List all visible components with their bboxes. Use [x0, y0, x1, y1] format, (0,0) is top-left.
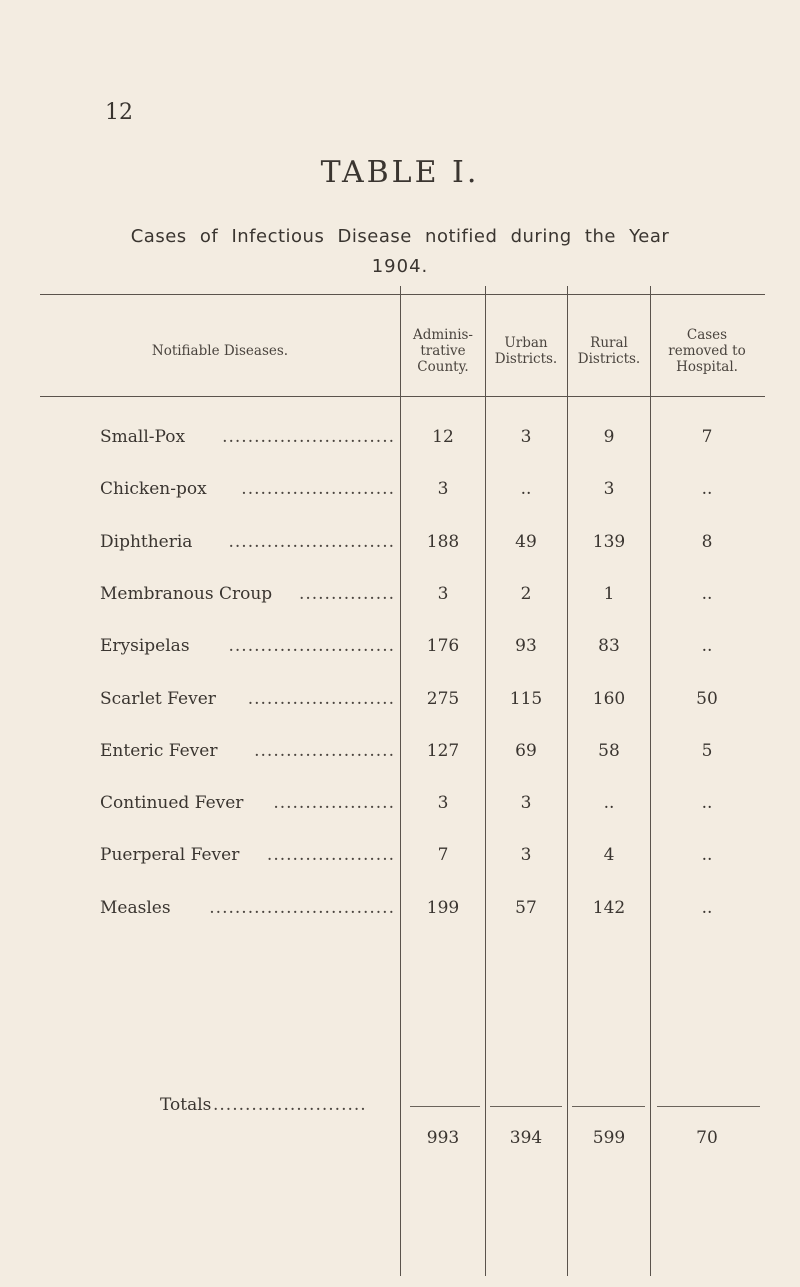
cell-urban: 115	[509, 688, 543, 709]
cell-admin: 3	[437, 583, 449, 604]
row-label: Continued Fever	[100, 793, 244, 814]
header-line: County.	[417, 359, 469, 375]
row-label: Diphtheria	[100, 531, 193, 552]
cell-hospital: 7	[701, 427, 713, 447]
total-hospital: 70	[696, 1128, 718, 1148]
dot-leader: ...........................	[222, 427, 395, 447]
table-year: 1904.	[371, 256, 429, 277]
totals-rule	[490, 1106, 562, 1107]
cell-admin: 7	[437, 845, 449, 866]
cell-admin: 3	[437, 793, 449, 814]
row-label: Erysipelas	[100, 636, 190, 657]
cell-rural: 58	[598, 740, 620, 761]
header-notifiable-diseases	[40, 343, 400, 359]
cell-admin: 188	[426, 531, 460, 552]
header-bottom-rule	[40, 396, 765, 397]
header-line: trative	[420, 343, 466, 359]
dot-leader: ......................	[254, 740, 395, 761]
dot-leader: .............................	[209, 897, 395, 918]
cell-admin: 275	[426, 688, 460, 709]
cell-admin: 176	[426, 636, 460, 657]
dot-leader: ...................	[273, 793, 395, 814]
cell-hospital: ..	[701, 479, 713, 500]
row-label: Puerperal Fever	[100, 845, 240, 866]
cell-rural: 3	[603, 479, 615, 500]
totals-dot-leader: ........................	[213, 1095, 367, 1115]
cell-admin: 199	[426, 897, 460, 918]
cell-hospital: ..	[701, 636, 713, 657]
dot-leader: ..........................	[228, 636, 395, 657]
total-rural: 599	[592, 1128, 626, 1148]
cell-rural: 9	[603, 427, 615, 447]
header-urban-districts	[485, 335, 567, 367]
header-line: Rural	[590, 335, 628, 351]
cell-hospital: ..	[701, 583, 713, 604]
cell-rural: ..	[603, 793, 615, 814]
cell-rural: 4	[603, 845, 615, 866]
header-line: Adminis-	[412, 327, 473, 343]
row-label: Small-Pox	[100, 427, 186, 447]
cell-urban: 57	[515, 897, 537, 918]
cell-hospital: ..	[701, 793, 713, 814]
total-urban: 394	[509, 1128, 543, 1148]
cell-urban: 69	[515, 740, 537, 761]
header-rural-districts	[568, 335, 651, 367]
row-label: Membranous Croup	[100, 583, 273, 604]
totals-rule	[572, 1106, 645, 1107]
row-label: Chicken-pox	[100, 479, 207, 500]
cell-urban: 3	[520, 427, 532, 447]
column-divider	[567, 286, 568, 1276]
header-administrative-county	[401, 327, 486, 375]
cell-hospital: 50	[696, 688, 718, 709]
cell-rural: 142	[592, 897, 626, 918]
page-number: 12	[105, 100, 133, 125]
table-subtitle: Cases of Infectious Disease notified during the Year	[130, 226, 670, 247]
cell-hospital: 8	[701, 531, 713, 552]
dot-leader: ...............	[298, 583, 395, 604]
header-top-rule	[40, 294, 765, 295]
totals-rule	[657, 1106, 760, 1107]
cell-rural: 1	[603, 583, 615, 604]
cell-hospital: 5	[701, 740, 713, 761]
cell-rural: 83	[598, 636, 620, 657]
header-line: Districts.	[577, 351, 641, 367]
cell-admin: 12	[432, 427, 454, 447]
header-line: Hospital.	[676, 359, 738, 375]
cell-rural: 160	[592, 688, 626, 709]
cell-urban: 93	[515, 636, 537, 657]
cell-rural: 139	[592, 531, 626, 552]
dot-leader: ........................	[241, 479, 395, 500]
total-admin: 993	[426, 1128, 460, 1148]
column-divider	[650, 286, 651, 1276]
cell-hospital: ..	[701, 897, 713, 918]
header-removed-to-hospital	[650, 327, 765, 375]
totals-rule	[410, 1106, 480, 1107]
header-line: removed to	[668, 343, 746, 359]
cell-urban: ..	[520, 479, 532, 500]
totals-label: Totals	[160, 1095, 212, 1115]
cell-admin: 3	[437, 479, 449, 500]
dot-leader: .......................	[247, 688, 395, 709]
cell-hospital: ..	[701, 845, 713, 866]
cell-urban: 2	[520, 583, 532, 604]
header-line: Cases	[686, 327, 728, 343]
dot-leader: ..........................	[228, 531, 395, 552]
cell-urban: 3	[520, 793, 532, 814]
cell-urban: 49	[515, 531, 537, 552]
row-label: Scarlet Fever	[100, 688, 216, 709]
cell-urban: 3	[520, 845, 532, 866]
row-label: Enteric Fever	[100, 740, 218, 761]
header-line: Districts.	[494, 351, 558, 367]
column-divider	[400, 286, 401, 1276]
cell-admin: 127	[426, 740, 460, 761]
table-title: TABLE I.	[320, 155, 480, 190]
dot-leader: ....................	[266, 845, 395, 866]
row-label: Measles	[100, 897, 171, 918]
header-line: Notifiable Diseases.	[151, 343, 289, 359]
header-line: Urban	[504, 335, 548, 351]
